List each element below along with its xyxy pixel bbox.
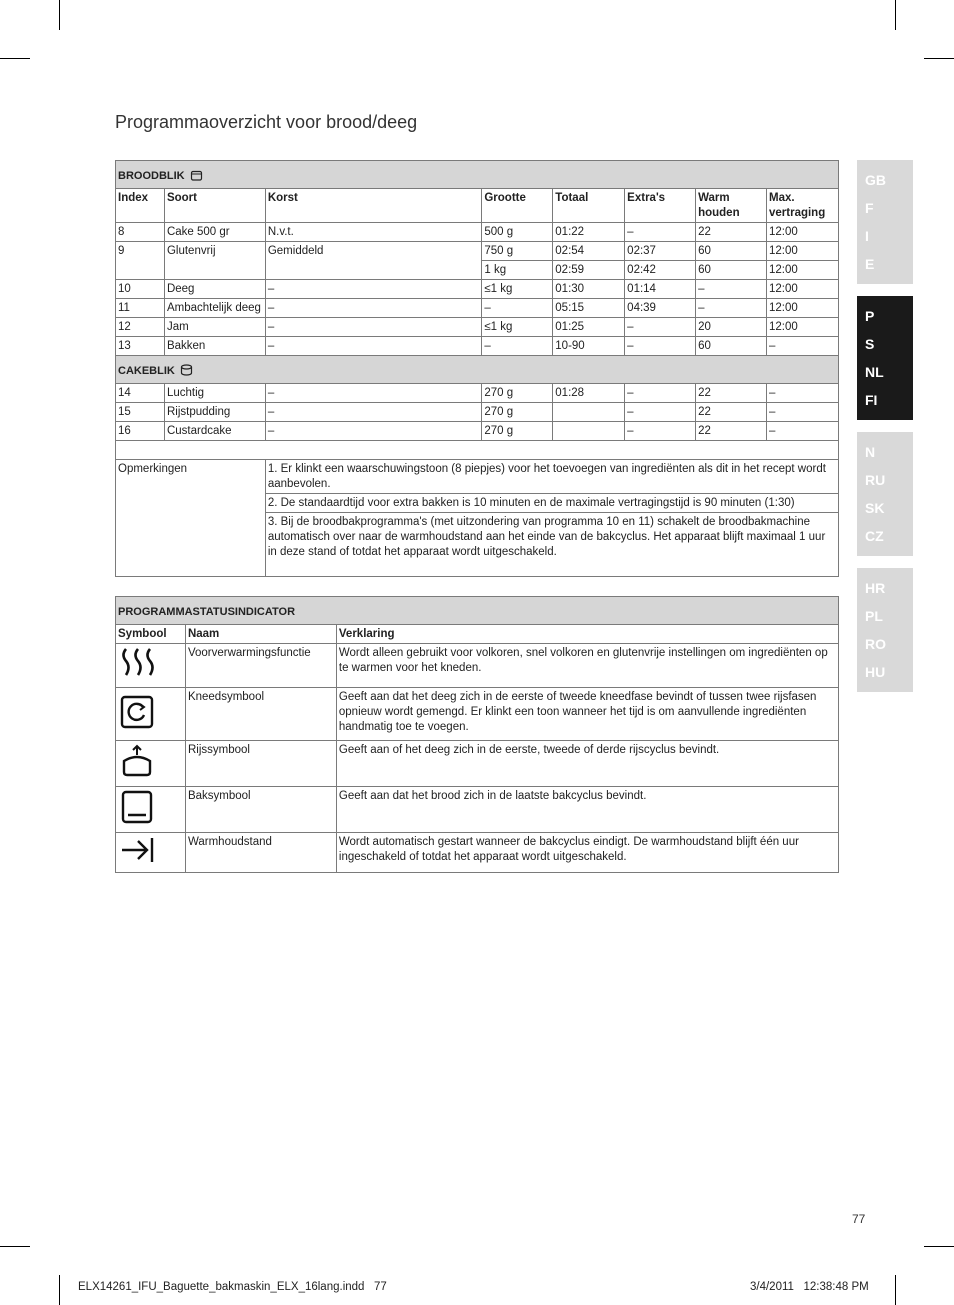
max-cell: – bbox=[767, 403, 839, 422]
totaal-cell: 05:15 bbox=[553, 299, 625, 318]
verklaring-cell: Geeft aan of het deeg zich in de eerste, tweede of derde rijscyclus bevindt. bbox=[336, 741, 838, 787]
remarks-row bbox=[116, 460, 839, 494]
soort-cell: Rijstpudding bbox=[164, 403, 265, 422]
grootte-cell: 270 g bbox=[482, 422, 553, 441]
soort-cell: Cake 500 gr bbox=[164, 223, 265, 242]
warm-cell: 22 bbox=[696, 422, 767, 441]
warm-cell: 22 bbox=[696, 223, 767, 242]
soort-cell: Ambachtelijk deeg bbox=[164, 299, 265, 318]
totaal-cell bbox=[553, 403, 625, 422]
extra-cell: 01:14 bbox=[625, 280, 696, 299]
extra-cell: – bbox=[625, 422, 696, 441]
grootte-cell: – bbox=[482, 299, 553, 318]
table-row bbox=[116, 422, 839, 441]
max-cell: – bbox=[767, 384, 839, 403]
extra-cell: 02:42 bbox=[625, 261, 696, 280]
lang-tab-n[interactable]: N bbox=[865, 444, 876, 460]
totaal-cell: 10-90 bbox=[553, 337, 625, 356]
naam-cell: Voorverwarmingsfunctie bbox=[185, 644, 336, 688]
index-cell: 15 bbox=[116, 403, 165, 422]
lang-tab-cz[interactable]: CZ bbox=[865, 528, 884, 544]
table-row bbox=[116, 833, 839, 873]
grootte-cell: – bbox=[482, 337, 553, 356]
korst-cell: – bbox=[265, 403, 482, 422]
index-cell: 14 bbox=[116, 384, 165, 403]
column-header-row bbox=[116, 625, 839, 644]
crop-mark bbox=[895, 0, 896, 30]
korst-cell: – bbox=[265, 337, 482, 356]
soort-cell: Jam bbox=[164, 318, 265, 337]
warm-cell: – bbox=[696, 299, 767, 318]
max-cell: – bbox=[767, 422, 839, 441]
broodblik-header bbox=[116, 161, 839, 189]
table-row bbox=[116, 223, 839, 242]
spacer-row bbox=[116, 441, 839, 460]
table-row bbox=[116, 318, 839, 337]
soort-cell: Custardcake bbox=[164, 422, 265, 441]
remark-item: 2. De standaardtijd voor extra bakken is 10 minuten en de maximale vertragingstijd is 90 minuten (1:30) bbox=[265, 494, 838, 513]
cakeblik-label: CAKEBLIK bbox=[118, 365, 175, 377]
totaal-cell: 02:54 bbox=[553, 242, 625, 261]
index-cell: 16 bbox=[116, 422, 165, 441]
extra-cell: – bbox=[625, 403, 696, 422]
column-header: Index bbox=[116, 189, 165, 223]
column-header: Verklaring bbox=[336, 625, 838, 644]
table-row bbox=[116, 242, 839, 261]
lang-tab-hr[interactable]: HR bbox=[865, 580, 886, 596]
warm-cell: – bbox=[696, 280, 767, 299]
broodblik-header-row bbox=[116, 161, 839, 189]
totaal-cell: 01:22 bbox=[553, 223, 625, 242]
max-cell: 12:00 bbox=[767, 280, 839, 299]
page-title: Programmaoverzicht voor brood/deeg bbox=[115, 112, 418, 132]
naam-cell: Kneedsymbool bbox=[185, 688, 336, 741]
crop-mark bbox=[924, 58, 954, 59]
soort-cell: Deeg bbox=[164, 280, 265, 299]
knead-icon bbox=[119, 694, 155, 730]
symbol-cell bbox=[116, 741, 186, 787]
index-cell: 9 bbox=[116, 242, 165, 280]
lang-tab-ro[interactable]: RO bbox=[865, 636, 886, 652]
keep-warm-icon bbox=[119, 835, 157, 865]
max-cell: 12:00 bbox=[767, 242, 839, 261]
grootte-cell: 750 g bbox=[482, 242, 553, 261]
verklaring-cell: Geeft aan dat het brood zich in de laatste bakcyclus bevindt. bbox=[336, 787, 838, 833]
warm-cell: 22 bbox=[696, 403, 767, 422]
naam-cell: Warmhoudstand bbox=[185, 833, 336, 873]
korst-cell: N.v.t. bbox=[265, 223, 482, 242]
crop-mark bbox=[59, 0, 60, 30]
lang-tab-s[interactable]: S bbox=[865, 336, 875, 352]
lang-tab-p[interactable]: P bbox=[865, 308, 875, 324]
remark-item: 3. Bij de broodbakprogramma's (met uitzondering van programma 10 en 11) schakelt de broodbakmachine automatisch over naar de warmhoudstand aan het einde van de bakcyclus. Het apparaat blijft maximaal 1 uur in deze stand of totdat het apparaat wordt uitgeschakeld. bbox=[265, 513, 838, 577]
column-header: Grootte bbox=[482, 189, 553, 223]
column-header: Korst bbox=[265, 189, 482, 223]
warm-cell: 60 bbox=[696, 261, 767, 280]
rise-icon bbox=[119, 743, 155, 779]
program-table bbox=[115, 160, 839, 577]
warm-cell: 20 bbox=[696, 318, 767, 337]
column-header: Symbool bbox=[116, 625, 186, 644]
korst-cell: – bbox=[265, 318, 482, 337]
totaal-cell: 02:59 bbox=[553, 261, 625, 280]
totaal-cell: 01:25 bbox=[553, 318, 625, 337]
page-number: 77 bbox=[852, 1212, 866, 1226]
table-row bbox=[116, 787, 839, 833]
max-cell: 12:00 bbox=[767, 318, 839, 337]
bread-pan-icon bbox=[190, 169, 203, 181]
grootte-cell: ≤1 kg bbox=[482, 318, 553, 337]
remarks-label: Opmerkingen bbox=[116, 460, 266, 577]
lang-tab-f[interactable]: F bbox=[865, 200, 874, 216]
lang-tab-sk[interactable]: SK bbox=[865, 500, 885, 516]
table-row bbox=[116, 299, 839, 318]
table-row bbox=[116, 384, 839, 403]
korst-cell: – bbox=[265, 299, 482, 318]
language-group-4 bbox=[857, 568, 913, 692]
index-cell: 12 bbox=[116, 318, 165, 337]
totaal-cell bbox=[553, 422, 625, 441]
table-row bbox=[116, 337, 839, 356]
language-group-2-active bbox=[857, 296, 913, 420]
naam-cell: Baksymbool bbox=[185, 787, 336, 833]
verklaring-cell: Wordt alleen gebruikt voor volkoren, snel volkoren en glutenvrije instellingen om ingrediënten op te warmen voor het kneden. bbox=[336, 644, 838, 688]
crop-mark bbox=[0, 1246, 30, 1247]
crop-mark bbox=[895, 1275, 896, 1305]
column-header: Max. vertraging bbox=[767, 189, 839, 223]
max-cell: 12:00 bbox=[767, 299, 839, 318]
bake-icon bbox=[119, 789, 155, 825]
spacer-cell bbox=[116, 441, 839, 460]
column-header: Naam bbox=[185, 625, 336, 644]
table-row bbox=[116, 280, 839, 299]
column-header-row bbox=[116, 189, 839, 223]
grootte-cell: 270 g bbox=[482, 403, 553, 422]
index-cell: 11 bbox=[116, 299, 165, 318]
status-header-row bbox=[116, 597, 839, 625]
symbol-cell bbox=[116, 787, 186, 833]
language-group-1 bbox=[857, 160, 913, 284]
column-header: Extra's bbox=[625, 189, 696, 223]
table-row bbox=[116, 403, 839, 422]
lang-tab-nl[interactable]: NL bbox=[865, 364, 884, 380]
column-header: Soort bbox=[164, 189, 265, 223]
cakeblik-header bbox=[116, 356, 839, 384]
table-row bbox=[116, 741, 839, 787]
status-indicator-table bbox=[115, 596, 839, 873]
lang-tab-i[interactable]: I bbox=[865, 228, 869, 244]
soort-cell: Glutenvrij bbox=[164, 242, 265, 280]
lang-tab-ru[interactable]: RU bbox=[865, 472, 886, 488]
column-header: Totaal bbox=[553, 189, 625, 223]
footer-filename: ELX14261_IFU_Baguette_bakmaskin_ELX_16lang.indd 77 bbox=[78, 1281, 387, 1293]
index-cell: 8 bbox=[116, 223, 165, 242]
extra-cell: – bbox=[625, 318, 696, 337]
extra-cell: – bbox=[625, 337, 696, 356]
cake-pan-icon bbox=[180, 364, 193, 376]
lang-tab-pl[interactable]: PL bbox=[865, 608, 883, 624]
extra-cell: 02:37 bbox=[625, 242, 696, 261]
grootte-cell: 500 g bbox=[482, 223, 553, 242]
heat-waves-icon bbox=[119, 646, 157, 680]
table-row bbox=[116, 644, 839, 688]
totaal-cell: 01:28 bbox=[553, 384, 625, 403]
warm-cell: 60 bbox=[696, 242, 767, 261]
grootte-cell: 270 g bbox=[482, 384, 553, 403]
max-cell: 12:00 bbox=[767, 223, 839, 242]
grootte-cell: ≤1 kg bbox=[482, 280, 553, 299]
symbol-cell bbox=[116, 644, 186, 688]
footer-datetime: 3/4/2011 12:38:48 PM bbox=[750, 1281, 869, 1293]
verklaring-cell: Wordt automatisch gestart wanneer de bakcyclus eindigt. De warmhoudstand blijft één uur ingeschakeld of totdat het apparaat wordt uitgeschakeld. bbox=[336, 833, 838, 873]
korst-cell: – bbox=[265, 384, 482, 403]
max-cell: 12:00 bbox=[767, 261, 839, 280]
warm-cell: 22 bbox=[696, 384, 767, 403]
soort-cell: Bakken bbox=[164, 337, 265, 356]
naam-cell: Rijssymbool bbox=[185, 741, 336, 787]
extra-cell: – bbox=[625, 384, 696, 403]
warm-cell: 60 bbox=[696, 337, 767, 356]
lang-tab-e[interactable]: E bbox=[865, 256, 875, 272]
extra-cell: 04:39 bbox=[625, 299, 696, 318]
remark-item: 1. Er klinkt een waarschuwingstoon (8 piepjes) voor het toevoegen van ingrediënten als dit in het recept wordt aanbevolen. bbox=[265, 460, 838, 494]
crop-mark bbox=[0, 58, 30, 59]
symbol-cell bbox=[116, 833, 186, 873]
lang-tab-fi[interactable]: FI bbox=[865, 392, 878, 408]
table-row bbox=[116, 688, 839, 741]
max-cell: – bbox=[767, 337, 839, 356]
crop-mark bbox=[59, 1275, 60, 1305]
extra-cell: – bbox=[625, 223, 696, 242]
symbol-cell bbox=[116, 688, 186, 741]
column-header: Warm houden bbox=[696, 189, 767, 223]
index-cell: 13 bbox=[116, 337, 165, 356]
language-group-3 bbox=[857, 432, 913, 556]
crop-mark bbox=[924, 1246, 954, 1247]
totaal-cell: 01:30 bbox=[553, 280, 625, 299]
lang-tab-hu[interactable]: HU bbox=[865, 664, 886, 680]
korst-cell: – bbox=[265, 280, 482, 299]
soort-cell: Luchtig bbox=[164, 384, 265, 403]
broodblik-label: BROODBLIK bbox=[118, 170, 185, 182]
status-header: PROGRAMMASTATUSINDICATOR bbox=[116, 597, 839, 625]
index-cell: 10 bbox=[116, 280, 165, 299]
lang-tab-gb[interactable]: GB bbox=[865, 172, 886, 188]
cakeblik-header-row bbox=[116, 356, 839, 384]
verklaring-cell: Geeft aan dat het deeg zich in de eerste of tweede kneedfase bevindt of tussen twee rijsfasen opnieuw wordt gemengd. Er klinkt een toon wanneer het tijd is om aanvullende ingrediënten handmatig toe te voegen. bbox=[336, 688, 838, 741]
grootte-cell: 1 kg bbox=[482, 261, 553, 280]
korst-cell: Gemiddeld bbox=[265, 242, 482, 280]
korst-cell: – bbox=[265, 422, 482, 441]
